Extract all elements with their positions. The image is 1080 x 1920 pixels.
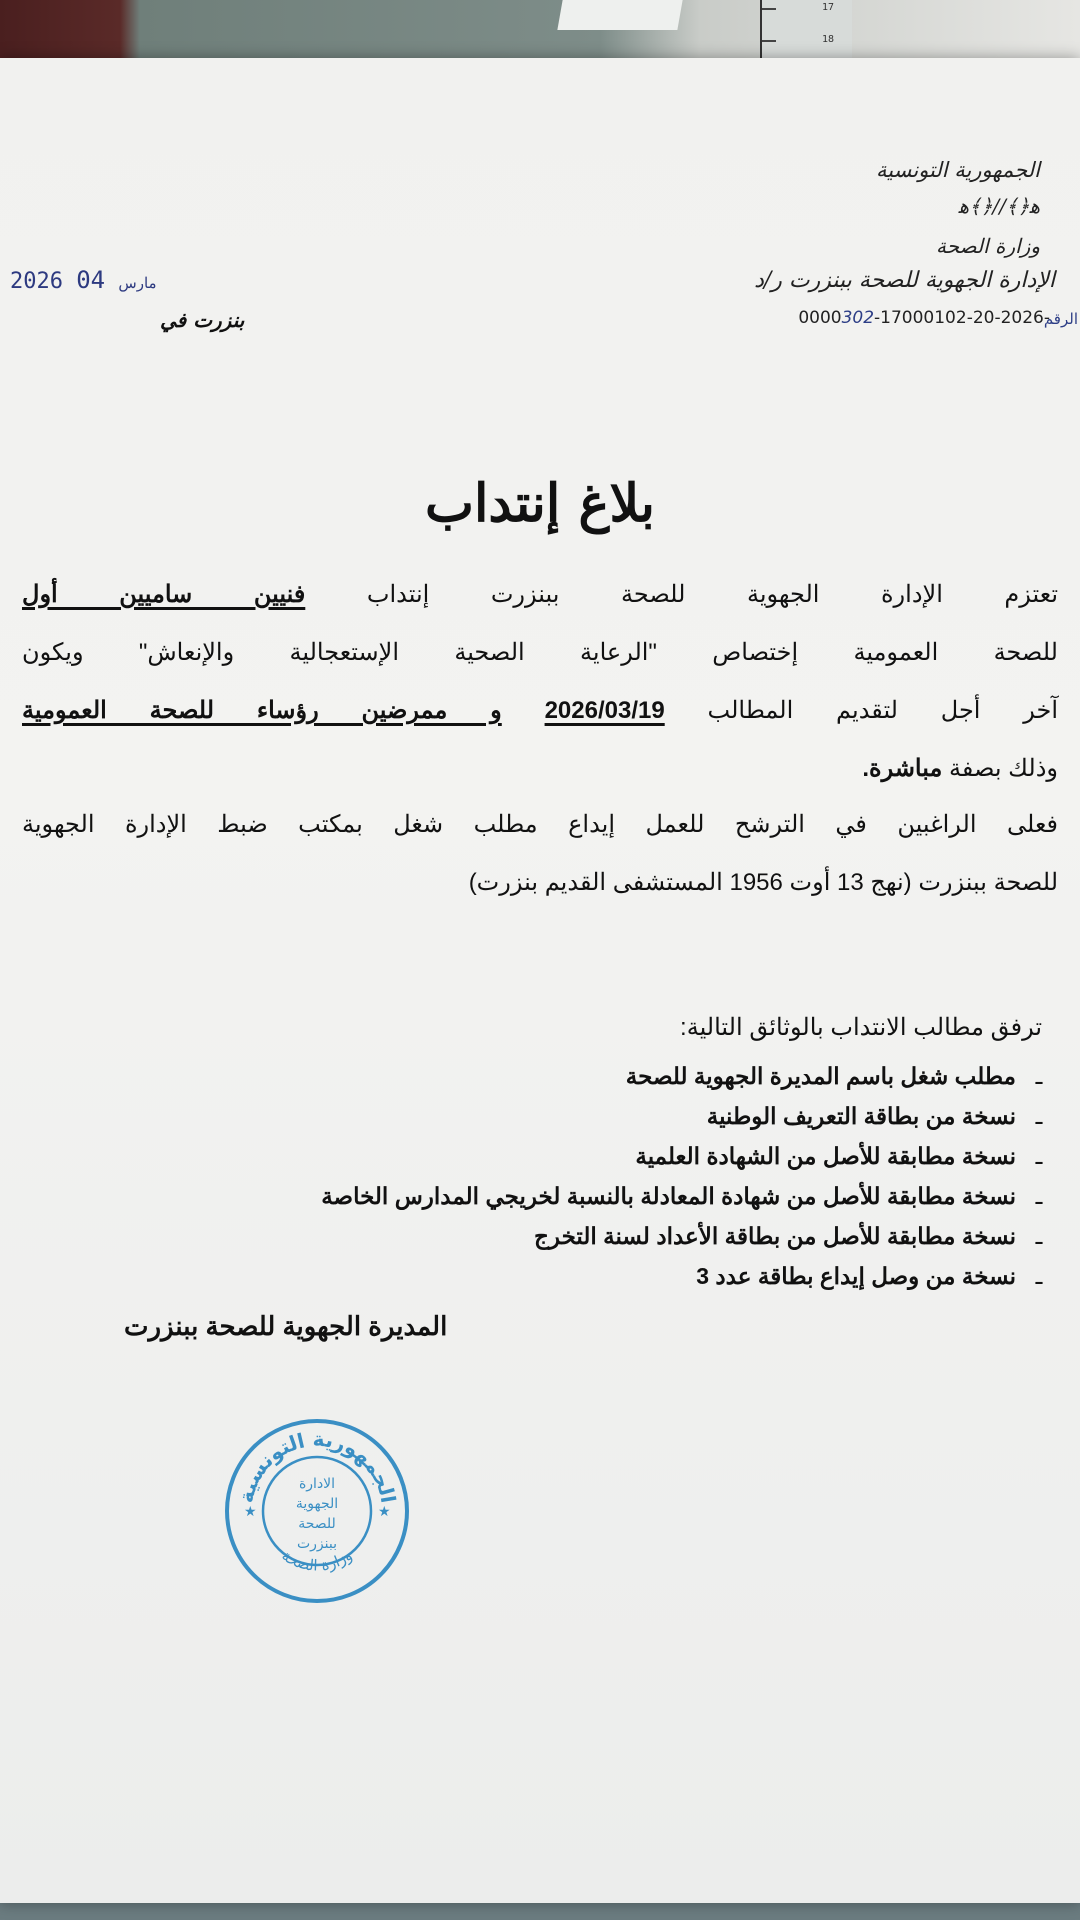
- list-item: [232, 1176, 1052, 1216]
- ref-number-handwritten: 302: [841, 308, 875, 328]
- body-line-3a: آخر أجل لتقديم المطالب: [707, 697, 1059, 724]
- seal-inner-line: للصحة: [298, 1516, 336, 1532]
- body-line-5: فعلى الراغبين في الترشح للعمل إيداع مطلب شغل بمكتب ضبط الإدارة الجهوية: [22, 811, 1058, 838]
- background-paper: [557, 0, 682, 30]
- list-item-text: نسخة من بطاقة التعريف الوطنية: [706, 1102, 1016, 1129]
- list-dash: ـ: [1035, 1062, 1043, 1089]
- body-line-2: للصحة العمومية إختصاص "الرعاية الصحية الإستعجالية والإنعاش" ويكون: [22, 639, 1058, 666]
- date-month: مارس: [118, 274, 157, 292]
- reference-number: [798, 308, 1050, 328]
- body-line-6: للصحة ببنزرت (نهج 13 أوت 1956 المستشفى القديم بنزرت): [468, 869, 1058, 896]
- list-dash: ـ: [1035, 1262, 1043, 1289]
- date-year: 2026: [10, 269, 63, 294]
- ref-number-right: -17000102-20-2026-: [874, 308, 1050, 328]
- list-item-text: نسخة من وصل إيداع بطاقة عدد 3: [696, 1262, 1016, 1289]
- seal-star-icon: ★: [244, 1504, 257, 1520]
- page-title: بلاغ إنتداب: [425, 473, 655, 534]
- seal-star-icon: ★: [378, 1504, 391, 1520]
- header-republic: الجمهورية التونسية: [876, 158, 1040, 182]
- document-sheet: [0, 58, 1080, 1903]
- list-item-text: نسخة مطابقة للأصل من الشهادة العلمية: [635, 1142, 1016, 1169]
- body-line-1a: تعتزم الإدارة الجهوية للصحة ببنزرت إنتداب: [366, 581, 1059, 608]
- list-item-text: نسخة مطابقة للأصل من شهادة المعادلة بالنسبة لخريجي المدارس الخاصة: [321, 1182, 1016, 1209]
- date-stamp: [10, 266, 157, 294]
- list-item: [232, 1056, 1052, 1096]
- list-dash: ـ: [1035, 1142, 1043, 1169]
- attachments-intro: ترفق مطالب الانتداب بالوثائق التالية:: [680, 1014, 1042, 1041]
- list-dash: ـ: [1035, 1182, 1043, 1209]
- date-day: 04: [76, 266, 106, 294]
- list-item: [232, 1256, 1052, 1296]
- reference-prefix: الرقم: [1043, 310, 1078, 328]
- attachments-list: [232, 1056, 1052, 1296]
- body-position: فنيين ساميين أول: [22, 581, 306, 608]
- place-label: بنزرت في: [160, 308, 245, 332]
- list-item-text: نسخة مطابقة للأصل من بطاقة الأعداد لسنة التخرج: [534, 1222, 1016, 1249]
- list-item: [232, 1216, 1052, 1256]
- desk-bottom: [0, 1900, 1080, 1920]
- header-ornament: ﻫ﴿﴾//﴿﴾ﻫ: [958, 194, 1040, 218]
- list-item: [232, 1136, 1052, 1176]
- list-dash: ـ: [1035, 1222, 1043, 1249]
- body-line-4: [22, 752, 1058, 786]
- ruler-number: 18: [822, 34, 835, 45]
- body-line-1: [22, 578, 1058, 612]
- list-item: [232, 1096, 1052, 1136]
- seal-inner-line: الادارة: [298, 1476, 336, 1492]
- list-dash: ـ: [1035, 1102, 1043, 1129]
- seal-inner-line: الجهوية: [295, 1496, 339, 1512]
- body-line-4b: مباشرة.: [862, 755, 943, 782]
- body-line-3c: و ممرضين رؤساء للصحة العمومية: [22, 697, 502, 724]
- body-line-4a: وذلك بصفة: [949, 755, 1058, 782]
- deadline-date: 2026/03/19: [544, 697, 665, 724]
- ref-number-left: 0000: [798, 308, 842, 328]
- seal-inner-line: ببنزرت: [296, 1536, 338, 1552]
- ruler-number: 17: [822, 2, 835, 13]
- body-line-3: [22, 694, 1058, 728]
- official-seal-icon: [222, 1416, 412, 1606]
- header-regional-admin: الإدارة الجهوية للصحة ببنزرت ر/د: [754, 268, 1055, 293]
- list-item-text: مطلب شغل باسم المديرة الجهوية للصحة: [625, 1062, 1016, 1089]
- seal-bottom-text: وزارة الصحة: [278, 1546, 356, 1575]
- header-ministry: وزارة الصحة: [936, 234, 1040, 258]
- seal-outer-text: الجمهورية التونسية: [233, 1426, 401, 1505]
- signature-title: المديرة الجهوية للصحة ببنزرت: [124, 1311, 448, 1341]
